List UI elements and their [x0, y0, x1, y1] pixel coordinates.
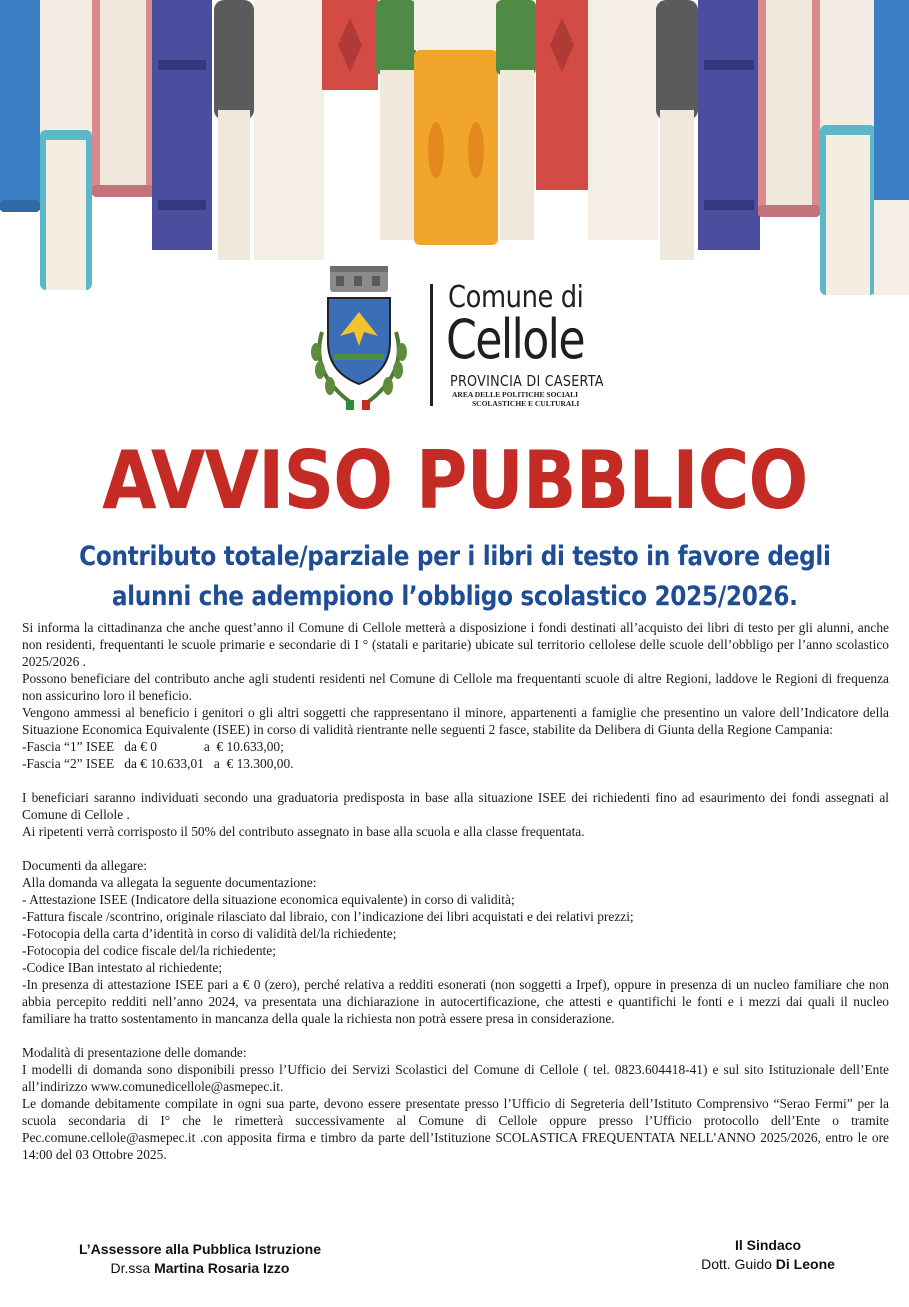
- department-line-2: SCOLASTICHE E CULTURALI: [472, 399, 580, 408]
- submission-heading: Modalità di presentazione delle domande:: [22, 1045, 247, 1060]
- document-item: -Fattura fiscale /scontrino, originale rilasciato dal libraio, con l’indicazione dei libri acquistati e dei relativi prezzi;: [22, 909, 634, 924]
- documents-heading: Documenti da allegare:: [22, 858, 147, 873]
- municipality-logo: [300, 262, 620, 422]
- document-item: -Fotocopia della carta d’identità in corso di validità del/la richiedente;: [22, 926, 397, 941]
- submission-forms-paragraph: I modelli di domanda sono disponibili presso l’Ufficio dei Servizi Scolastici del Comune di Cellole ( tel. 0823.604418-41) e sul sito Istituzionale dell’Ente all’indirizzo www.comunedicellole@asmepec.it.: [22, 1062, 889, 1094]
- document-item: -Fotocopia del codice fiscale del/la richiedente;: [22, 943, 276, 958]
- mayor-signature: [678, 1236, 858, 1274]
- province-label: PROVINCIA DI CASERTA: [450, 372, 604, 390]
- notice-title: AVVISO PUBBLICO: [101, 434, 808, 527]
- non-resident-paragraph: Possono beneficiare del contributo anche agli studenti residenti nel Comune di Cellole ma frequentanti scuole di altre Regioni, laddove le Regioni di frequenza non assicurino loro il beneficio.: [22, 671, 889, 703]
- intro-paragraph: Si informa la cittadinanza che anche quest’anno il Comune di Cellole metterà a disposizione i fondi destinati all’acquisto dei libri di testo per gli alunni, anche non residenti, frequentanti le scuole primarie e secondarie di I ° (statali e paritarie) ubicate sul territorio cellolese delle scuole dell’obbligo per l’anno scolastico 2025/2026 .: [22, 620, 889, 669]
- submission-delivery-paragraph: Le domande debitamente compilate in ogni sua parte, devono essere presentate presso l’Ufficio di Segreteria dell’Istituto Comprensivo “Serao Fermi” per la scuola secondaria di I° che le rimetterà successivamente al Comune di Cellole oppure presso l’Ufficio protocollo dell’Ente o tramite Pec.comune.cellole@asmepec.it .con apposita firma e timbro da parte dell’Istituzione SCOLASTICA FREQUENTATA NELL’ANNO 2025/2026, entro le ore 14:00 del 03 Ottobre 2025.: [22, 1096, 889, 1162]
- isee-band-2: -Fascia “2” ISEE da € 10.633,01 a € 13.300,00.: [22, 756, 294, 771]
- mayor-role: Il Sindaco: [734, 1237, 802, 1253]
- assessor-signature: [60, 1240, 340, 1278]
- repeaters-paragraph: Ai ripetenti verrà corrisposto il 50% del contributo assegnato in base alla scuola e alla classe frequentata.: [22, 824, 585, 839]
- ranking-paragraph: I beneficiari saranno individuati secondo una graduatoria predisposta in base alla situazione ISEE dei richiedenti fino ad esaurimento dei fondi assegnati al Comune di Cellole .: [22, 790, 889, 822]
- document-item: -In presenza di attestazione ISEE pari a € 0 (zero), perché relativa a redditi esonerati (non soggetti a Irpef), oppure in presenza di un nucleo familiare che non abbia percepito redditi nell’anno 2024, va presentata una dichiarazione in autocertificazione, che attesti e quantifichi le fonti e i mezzi dai quali il nucleo familiare ha tratto sostentamento in mancanza della quale la richiesta non potrà essere presa in considerazione.: [22, 977, 889, 1026]
- department-line-1: AREA DELLE POLITICHE SOCIALI: [452, 390, 579, 399]
- assessor-role: L’Assessore alla Pubblica Istruzione: [79, 1241, 321, 1257]
- notice-body: [22, 619, 889, 1163]
- documents-intro: Alla domanda va allegata la seguente documentazione:: [22, 875, 317, 890]
- document-item: - Attestazione ISEE (Indicatore della situazione economica equivalente) in corso di validità;: [22, 892, 515, 907]
- assessor-name-line: Dr.ssa Martina Rosaria Izzo: [110, 1260, 290, 1276]
- document-item: -Codice IBan intestato al richiedente;: [22, 960, 223, 975]
- notice-subtitle-line-2: alunni che adempiono l’obbligo scolastico 2025/2026.: [111, 581, 798, 612]
- coat-of-arms-icon: [300, 262, 418, 422]
- notice-subtitle-line-1: Contributo totale/parziale per i libri di testo in favore degli: [78, 541, 831, 572]
- books-header-illustration: [0, 0, 909, 305]
- municipality-name: Cellole: [446, 308, 584, 371]
- mayor-name-line: Dott. Guido Di Leone: [701, 1256, 835, 1272]
- logo-divider: [430, 284, 433, 406]
- municipality-prefix: Comune di: [448, 280, 584, 315]
- eligibility-paragraph: Vengono ammessi al beneficio i genitori o gli altri soggetti che rappresentano il minore, appartenenti a famiglie che presentino un valore dell’Indicatore della Situazione Economica Equivalente (ISEE) in corso di validità rientrante nelle seguenti 2 fasce, stabilite da Delibera di Giunta della Regione Campania:: [22, 705, 889, 737]
- isee-band-1: -Fascia “1” ISEE da € 0 a € 10.633,00;: [22, 739, 284, 754]
